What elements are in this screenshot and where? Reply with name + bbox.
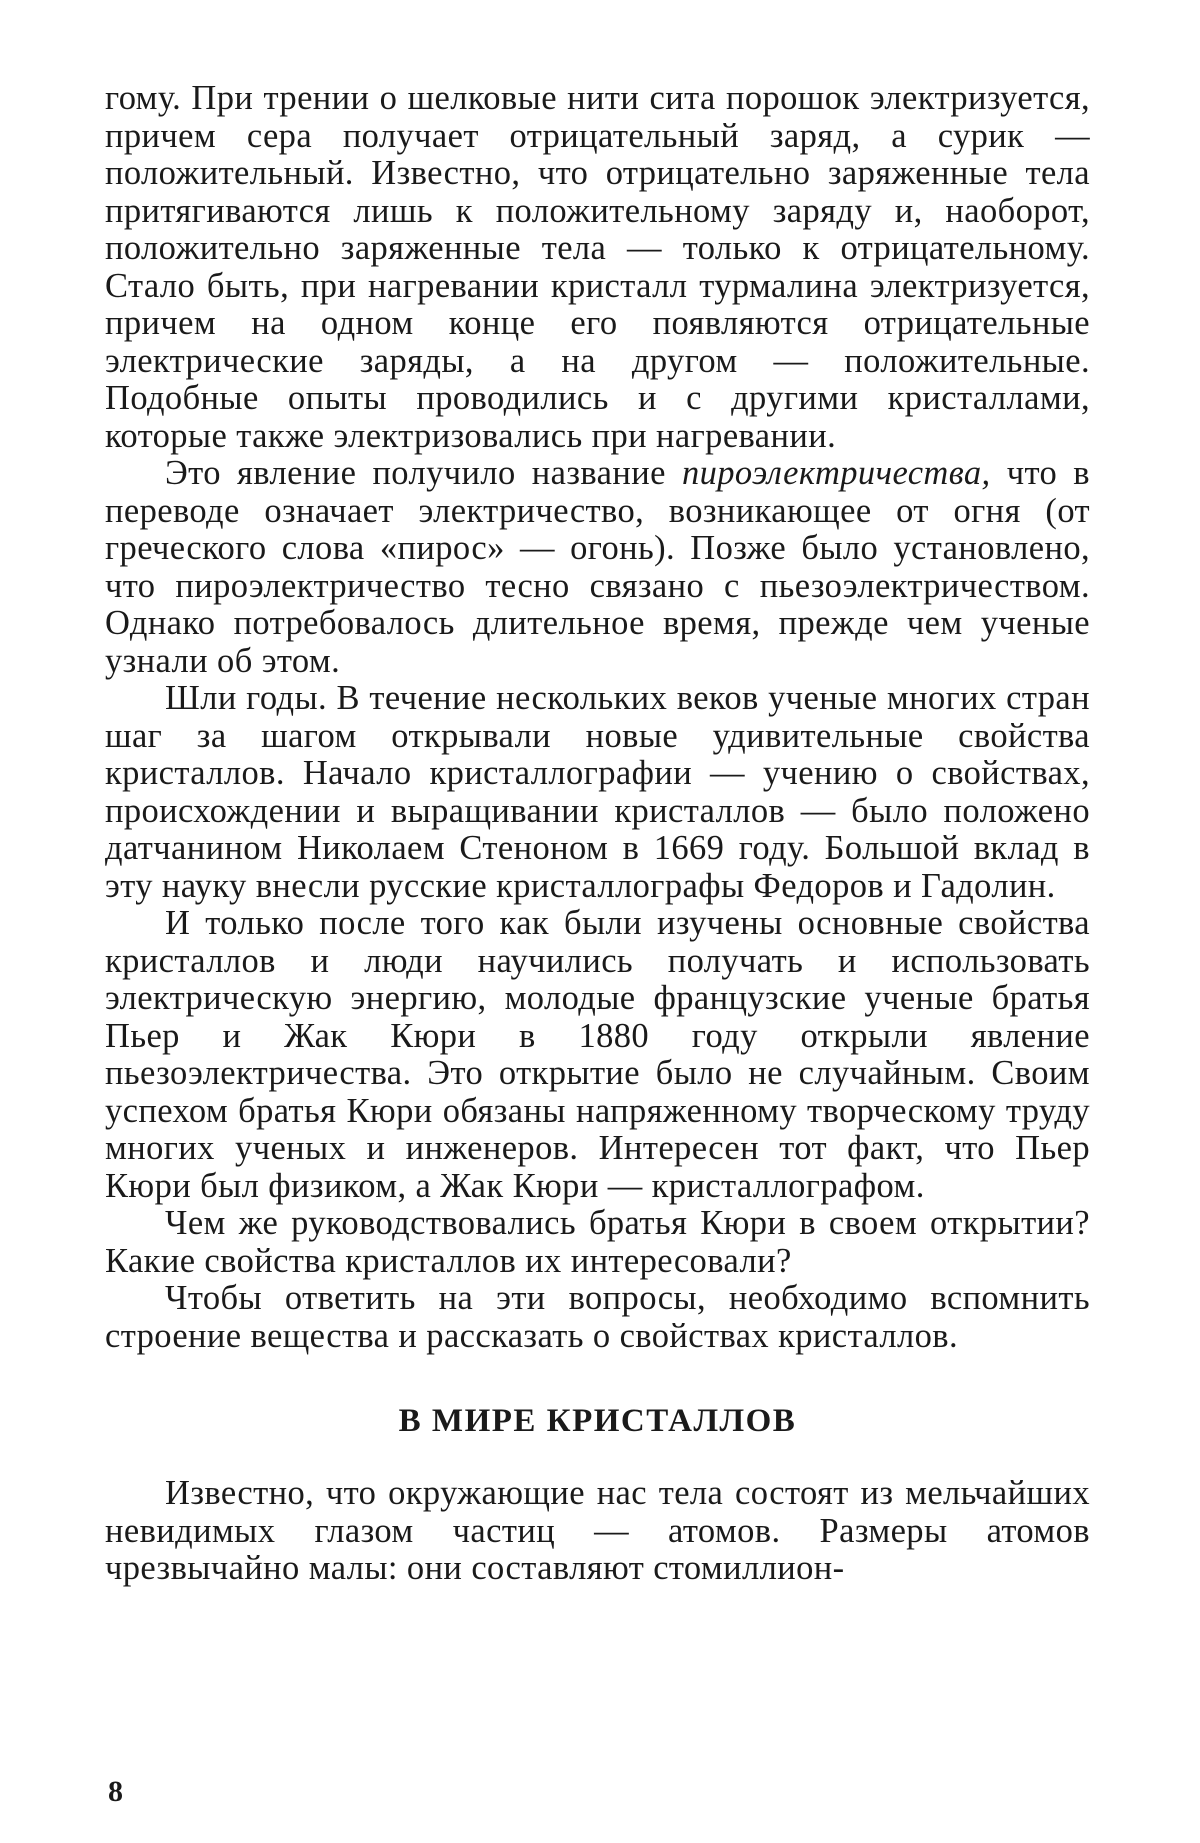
paragraph-6: Чтобы ответить на эти вопросы, необходимо вспомнить строение вещества и рассказать о свойствах кристаллов.	[105, 1279, 1090, 1355]
paragraph-1: гому. При трении о шелковые нити сита порошок электризуется, причем сера получает отрицательный заряд, а сурик — положительный. Известно, что отрицательно заряженные тела притягиваются лишь к положительному заряду и, наоборот, положительно заряженные тела — только к отрицательному. Стало быть, при нагревании кристалл турмалина электризуется, причем на одном конце его появляются отрицательные электрические заряды, а на другом — положительные. Подобные опыты проводились и с другими кристаллами, которые также электризовались при нагревании.	[105, 79, 1090, 455]
paragraph-4: И только после того как были изучены основные свойства кристаллов и люди научились получать и использовать электрическую энергию, молодые французские ученые братья Пьер и Жак Кюри в 1880 году открыли явление пьезоэлектричества. Это открытие было не случайным. Своим успехом братья Кюри обязаны напряженному творческому труду многих ученых и инженеров. Интересен тот факт, что Пьер Кюри был физиком, а Жак Кюри — кристаллографом.	[105, 904, 1090, 1205]
section-heading: В МИРЕ КРИСТАЛЛОВ	[398, 1403, 797, 1439]
paragraph-5: Чем же руководствовались братья Кюри в своем открытии? Какие свойства кристаллов их интересовали?	[105, 1204, 1090, 1280]
paragraph-after-heading: Известно, что окружающие нас тела состоят из мельчайших невидимых глазом частиц — атомов. Размеры атомов чрезвычайно малы: они составляют стомиллион-	[105, 1474, 1090, 1587]
paragraph-2	[105, 455, 1090, 680]
paragraph-2-term: пироэлектричества,	[681, 454, 991, 492]
page-number: 8	[108, 1775, 123, 1808]
paragraph-3: Шли годы. В течение нескольких веков ученые многих стран шаг за шагом открывали новые удивительные свойства кристаллов. Начало кристаллографии — учению о свойствах, происхождении и выращивании кристаллов — было положено датчанином Николаем Стеноном в 1669 году. Большой вклад в эту науку внесли русские кристаллографы Федоров и Гадолин.	[105, 679, 1090, 905]
paragraph-2-before: Это явление получило название	[165, 454, 682, 492]
paragraph-2-after: что в переводе означает электричество, возникающее от огня (от греческого слова «пирос» — огонь). Позже было установлено, что пироэлектричество тесно связано с пьезоэлектричеством. Однако потребовалось длительное время, прежде чем ученые узнали об этом.	[105, 454, 1090, 680]
page-body	[105, 80, 1090, 1588]
